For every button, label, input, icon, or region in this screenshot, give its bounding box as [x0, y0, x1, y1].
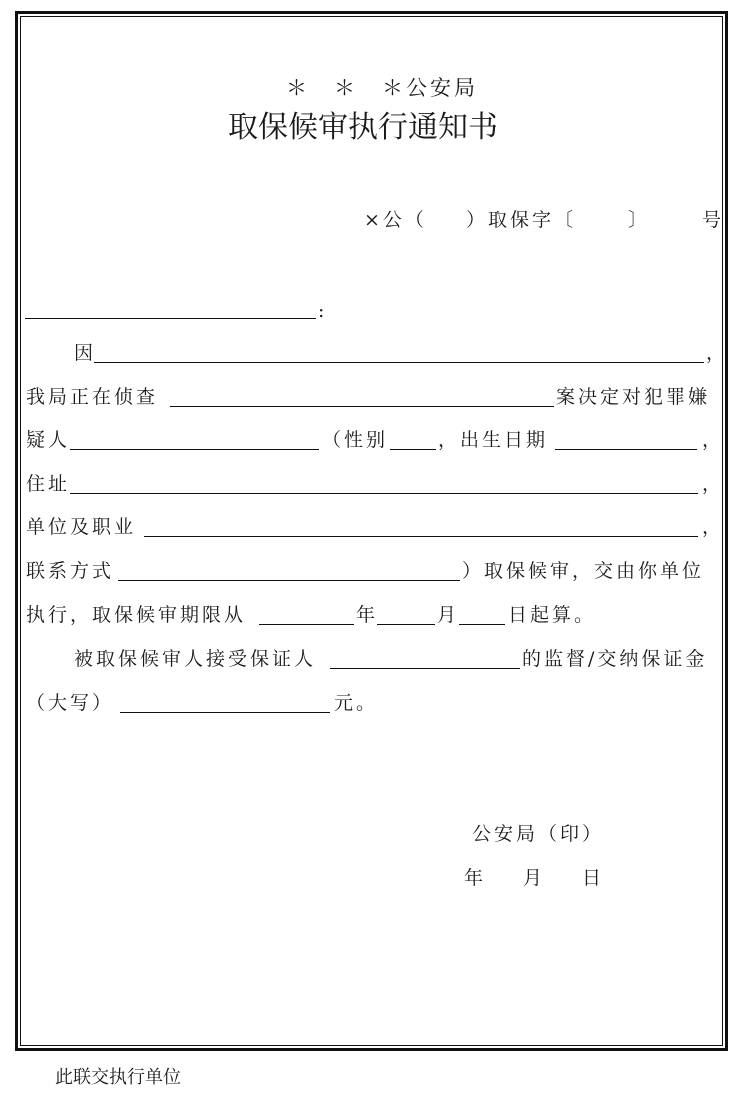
sign-day-label: 日	[582, 867, 605, 889]
employer-blank[interactable]	[144, 536, 698, 537]
copy-destination-note: 此联交执行单位	[55, 1067, 181, 1088]
gender-label: （性别	[322, 429, 389, 451]
bond-text: 的监督/交纳保证金	[522, 648, 708, 670]
gender-blank[interactable]	[390, 449, 436, 450]
birthdate-label: ，出生日期	[438, 429, 549, 451]
document-title: 取保候审执行通知书	[228, 110, 498, 145]
employer-comma: ，	[702, 516, 725, 538]
address-label: 住址	[26, 473, 71, 495]
reason-blank[interactable]	[94, 362, 704, 363]
start-month-label: 月	[437, 604, 460, 626]
doc-number-mid: ）取保字〔	[466, 209, 577, 231]
suspect-name-blank[interactable]	[70, 449, 319, 450]
bond-amount-label: （大写）	[26, 692, 115, 714]
start-year-label: 年	[356, 604, 379, 626]
sign-year-label: 年	[464, 867, 487, 889]
address-comma: ，	[702, 473, 725, 495]
investigating-label: 我局正在侦查	[26, 386, 159, 408]
decision-text: 案决定对犯罪嫌	[556, 386, 711, 408]
seal-label: 公安局（印）	[472, 823, 605, 845]
address-blank[interactable]	[70, 493, 698, 494]
contact-label: 联系方式	[26, 560, 115, 582]
bail-period-label: 执行，取保候审期限从	[26, 604, 247, 626]
employer-label: 单位及职业	[26, 516, 137, 538]
doc-number-close: 〕	[628, 209, 651, 231]
bail-assign-text: ）取保候审，交由你单位	[462, 560, 705, 582]
start-day-label: 日起算。	[508, 604, 597, 626]
start-month-blank[interactable]	[377, 624, 435, 625]
sign-month-label: 月	[523, 867, 546, 889]
suspect-label: 疑人	[26, 429, 71, 451]
birthdate-comma: ，	[702, 429, 725, 451]
addressee-colon: :	[318, 300, 328, 322]
bureau-name: ＊ ＊ ＊公安局	[286, 76, 478, 100]
guarantor-label: 被取保候审人接受保证人	[74, 648, 317, 670]
guarantor-blank[interactable]	[330, 668, 520, 669]
addressee-blank[interactable]	[25, 318, 316, 319]
start-day-blank[interactable]	[459, 624, 505, 625]
contact-blank[interactable]	[118, 580, 460, 581]
birthdate-blank[interactable]	[555, 449, 697, 450]
reason-label: 因	[74, 342, 97, 364]
doc-number-prefix: ×公（	[364, 209, 427, 231]
reason-comma: ，	[706, 342, 729, 364]
bond-amount-blank[interactable]	[120, 712, 330, 713]
case-name-blank[interactable]	[170, 406, 554, 407]
start-year-blank[interactable]	[259, 624, 354, 625]
bond-currency-label: 元。	[334, 692, 379, 714]
doc-number-suffix: 号	[702, 209, 725, 231]
